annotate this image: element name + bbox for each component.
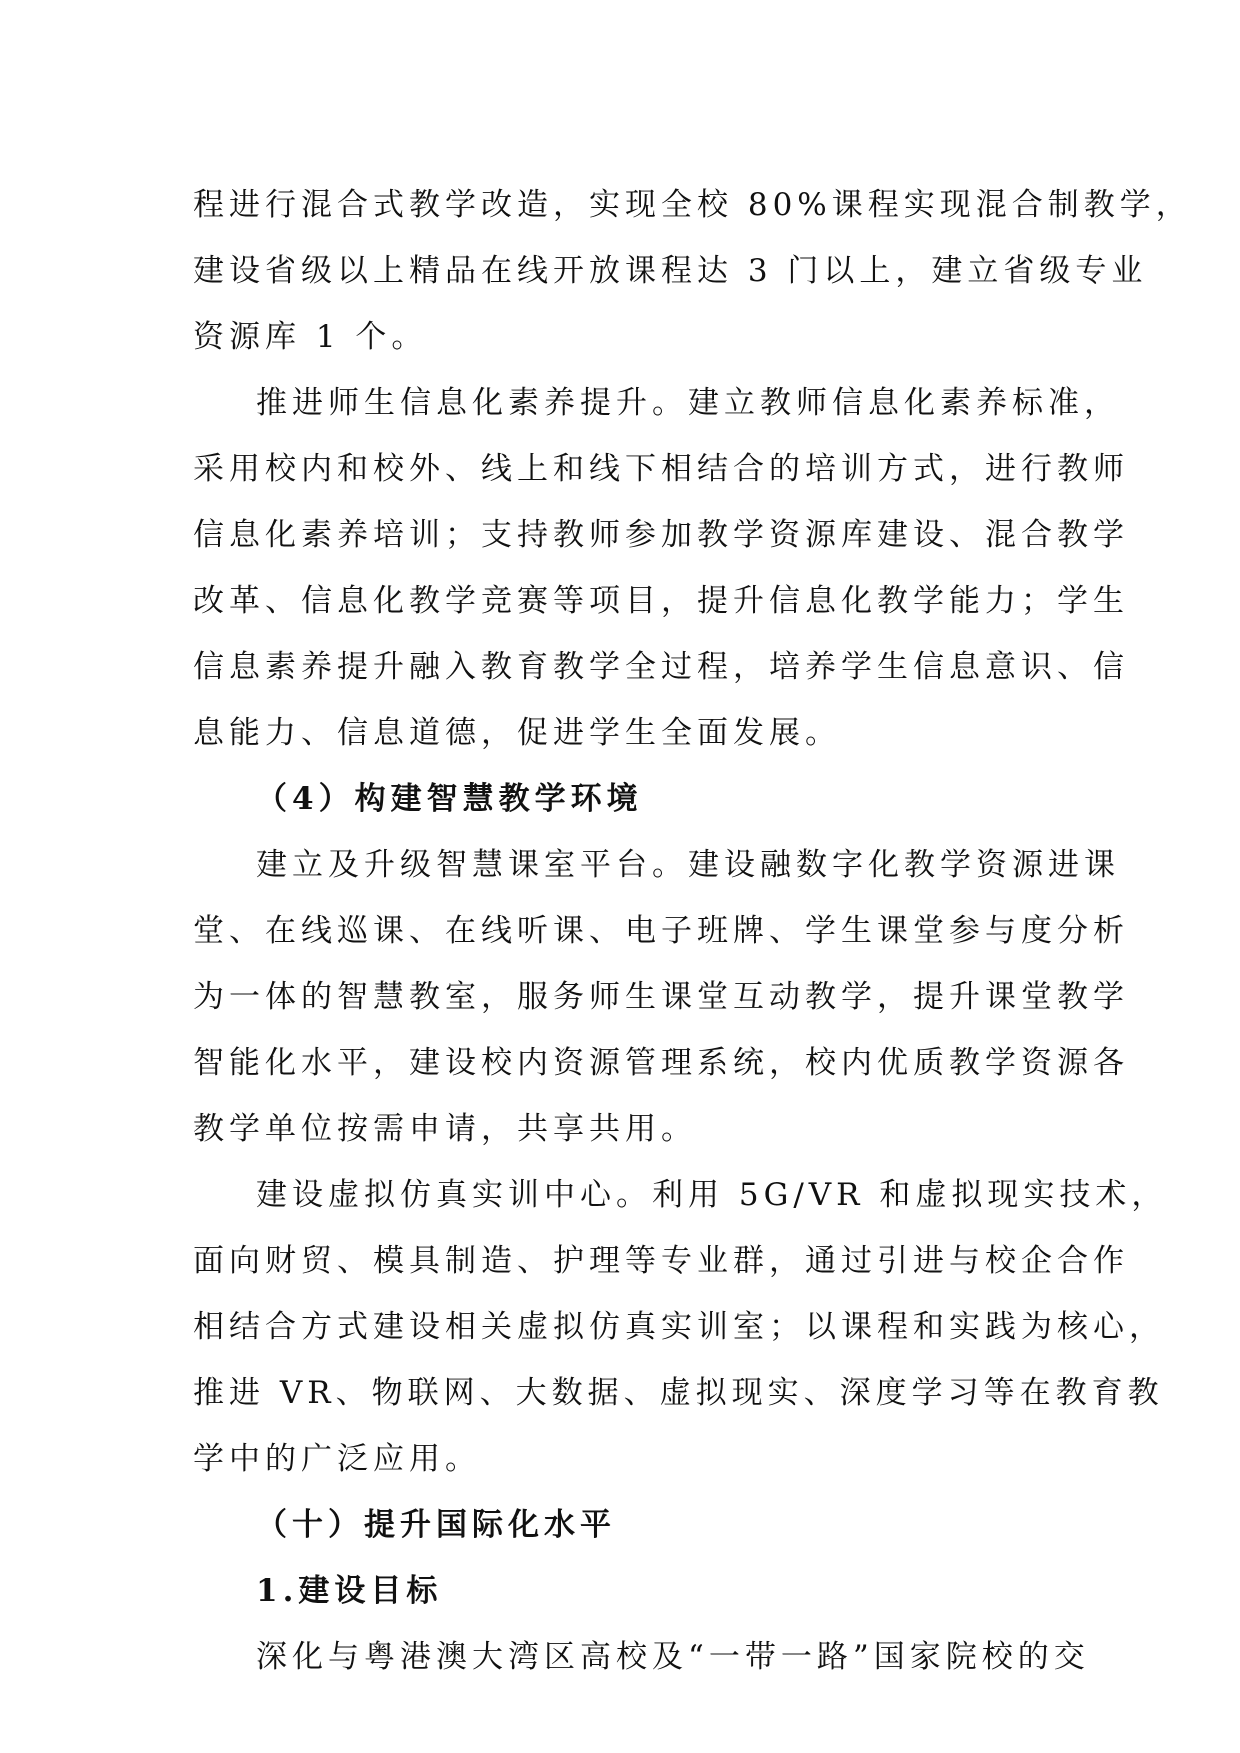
paragraph-line: 息能力、信息道德，促进学生全面发展。 — [193, 715, 841, 751]
subsection-heading: 1.建设目标 — [256, 1573, 443, 1609]
paragraph-line: 程进行混合式教学改造，实现全校 80%课程实现混合制教学， — [193, 187, 1192, 223]
section-heading: （4）构建智慧教学环境 — [256, 781, 643, 817]
paragraph-line: 教学单位按需申请，共享共用。 — [193, 1111, 697, 1147]
paragraph-line: 采用校内和校外、线上和线下相结合的培训方式，进行教师 — [193, 451, 1129, 487]
paragraph-line: 相结合方式建设相关虚拟仿真实训室；以课程和实践为核心， — [193, 1309, 1165, 1345]
paragraph-line: 建设省级以上精品在线开放课程达 3 门以上，建立省级专业 — [193, 253, 1148, 289]
paragraph-line: 改革、信息化教学竞赛等项目，提升信息化教学能力；学生 — [193, 583, 1129, 619]
paragraph-line: 建立及升级智慧课室平台。建设融数字化教学资源进课 — [256, 847, 1120, 883]
paragraph-line: 建设虚拟仿真实训中心。利用 5G/VR 和虚拟现实技术， — [256, 1177, 1168, 1213]
section-heading: （十）提升国际化水平 — [256, 1507, 616, 1543]
paragraph-line: 学中的广泛应用。 — [193, 1441, 481, 1477]
paragraph-line: 信息化素养培训；支持教师参加教学资源库建设、混合教学 — [193, 517, 1129, 553]
paragraph-line: 为一体的智慧教室，服务师生课堂互动教学，提升课堂教学 — [193, 979, 1129, 1015]
paragraph-line: 深化与粤港澳大湾区高校及“一带一路”国家院校的交 — [256, 1639, 1090, 1675]
paragraph-line: 面向财贸、模具制造、护理等专业群，通过引进与校企合作 — [193, 1243, 1129, 1279]
paragraph-line: 推进师生信息化素养提升。建立教师信息化素养标准， — [256, 385, 1120, 421]
paragraph-line: 资源库 1 个。 — [193, 319, 428, 355]
paragraph-line: 智能化水平，建设校内资源管理系统，校内优质教学资源各 — [193, 1045, 1129, 1081]
paragraph-line: 堂、在线巡课、在线听课、电子班牌、学生课堂参与度分析 — [193, 913, 1129, 949]
paragraph-line: 推进 VR、物联网、大数据、虚拟现实、深度学习等在教育教 — [193, 1375, 1164, 1411]
paragraph-line: 信息素养提升融入教育教学全过程，培养学生信息意识、信 — [193, 649, 1129, 685]
